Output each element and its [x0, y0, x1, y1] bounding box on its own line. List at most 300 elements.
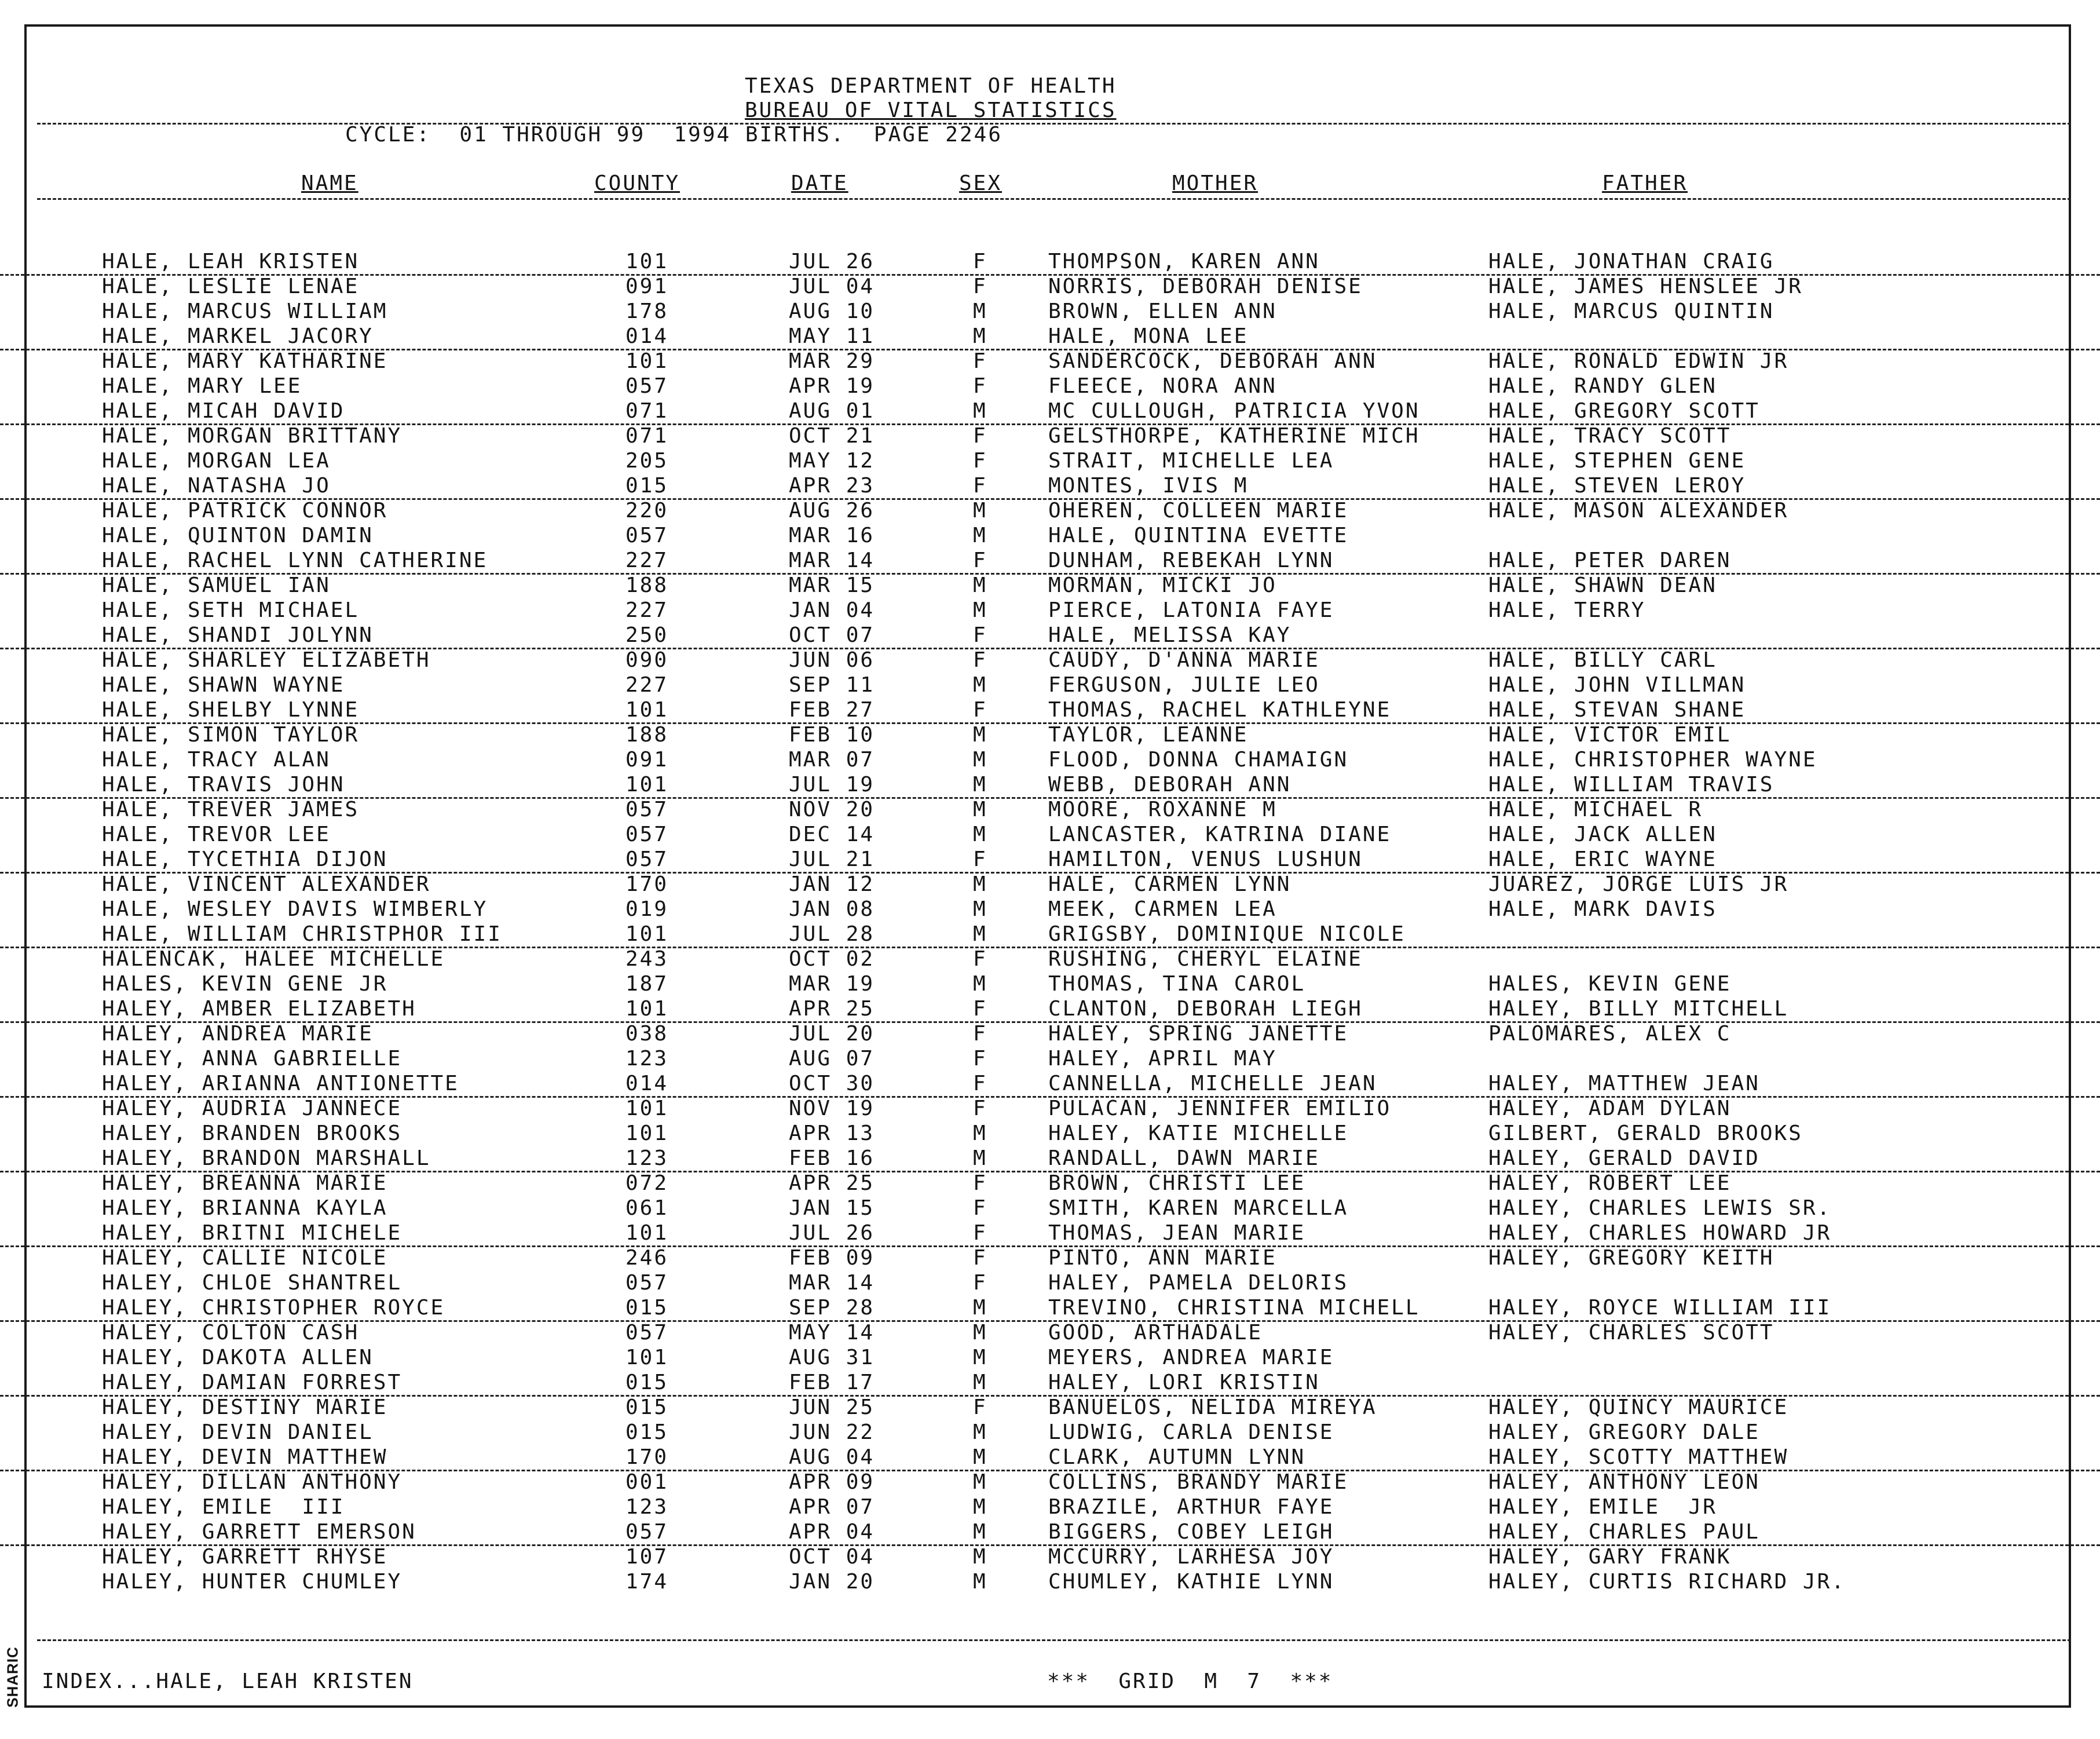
record-mother: BROWN, CHRISTI LEE	[1048, 1171, 1306, 1195]
record-mother: RUSHING, CHERYL ELAINE	[1048, 947, 1363, 971]
table-row	[0, 797, 2100, 822]
record-name: HALE, MARY LEE	[102, 374, 302, 398]
record-county: 101	[625, 349, 669, 373]
record-county: 057	[625, 823, 669, 846]
record-mother: PIERCE, LATONIA FAYE	[1048, 598, 1334, 622]
record-name: HALE, MARKEL JACORY	[102, 324, 374, 348]
record-county: 101	[625, 1121, 669, 1145]
record-name: HALE, MORGAN BRITTANY	[102, 424, 403, 448]
record-name: HALE, SHARLEY ELIZABETH	[102, 648, 431, 672]
record-name: HALE, MARY KATHARINE	[102, 349, 388, 373]
table-row	[0, 324, 2100, 350]
record-father: HALEY, CHARLES HOWARD JR	[1488, 1221, 1832, 1245]
record-mother: HALEY, KATIE MICHELLE	[1048, 1121, 1349, 1145]
record-sex: M	[973, 1570, 987, 1594]
record-sex: M	[973, 499, 987, 523]
record-date: JUL 26	[789, 250, 875, 273]
record-mother: BROWN, ELLEN ANN	[1048, 299, 1277, 323]
record-sex: F	[973, 623, 987, 647]
table-row	[0, 722, 2100, 747]
table-row	[0, 1295, 2100, 1322]
record-name: HALEY, DEVIN DANIEL	[102, 1420, 374, 1444]
table-row	[0, 498, 2100, 523]
record-name: HALEY, DEVIN MATTHEW	[102, 1445, 388, 1469]
record-sex: F	[973, 424, 987, 448]
record-father: HALE, BILLY CARL	[1488, 648, 1717, 672]
record-county: 220	[625, 499, 669, 523]
record-name: HALEY, DESTINY MARIE	[102, 1395, 388, 1419]
record-sex: F	[973, 847, 987, 871]
table-row	[0, 1245, 2100, 1270]
record-father: HALEY, CHARLES PAUL	[1488, 1520, 1760, 1544]
record-mother: BANUELOS, NELIDA MIREYA	[1048, 1395, 1377, 1419]
record-sex: F	[973, 1097, 987, 1120]
table-row	[0, 872, 2100, 897]
record-father: HALE, STEVAN SHANE	[1488, 698, 1746, 722]
table-row	[0, 1395, 2100, 1420]
record-name: HALE, PATRICK CONNOR	[102, 499, 388, 523]
index-line: INDEX...HALE, LEAH KRISTEN	[42, 1669, 414, 1693]
record-county: 227	[625, 549, 669, 572]
record-name: HALEY, CHLOE SHANTREL	[102, 1271, 403, 1295]
table-row	[0, 897, 2100, 922]
record-mother: FLEECE, NORA ANN	[1048, 374, 1277, 398]
record-date: FEB 09	[789, 1246, 875, 1270]
table-row	[0, 1146, 2100, 1172]
record-sex: M	[973, 798, 987, 821]
record-father: GILBERT, GERALD BROOKS	[1488, 1121, 1803, 1145]
record-county: 227	[625, 598, 669, 622]
record-mother: CANNELLA, MICHELLE JEAN	[1048, 1072, 1377, 1095]
record-name: HALEY, GARRETT RHYSE	[102, 1545, 388, 1569]
record-sex: F	[973, 1246, 987, 1270]
record-county: 243	[625, 947, 669, 971]
record-date: AUG 01	[789, 399, 875, 423]
record-name: HALE, LESLIE LENAE	[102, 275, 360, 298]
record-name: HALEY, BRANDON MARSHALL	[102, 1146, 431, 1170]
record-county: 091	[625, 275, 669, 298]
record-sex: F	[973, 1022, 987, 1046]
record-mother: MCCURRY, LARHESA JOY	[1048, 1545, 1334, 1569]
record-mother: GOOD, ARTHADALE	[1048, 1321, 1263, 1345]
record-mother: GRIGSBY, DOMINIQUE NICOLE	[1048, 922, 1406, 946]
record-county: 014	[625, 1072, 669, 1095]
record-county: 170	[625, 872, 669, 896]
table-row	[0, 548, 2100, 575]
record-date: JUL 20	[789, 1022, 875, 1046]
record-county: 101	[625, 922, 669, 946]
record-name: HALE, LEAH KRISTEN	[102, 250, 360, 273]
record-name: HALEY, DAMIAN FORREST	[102, 1371, 403, 1394]
record-name: HALEY, GARRETT EMERSON	[102, 1520, 416, 1544]
record-father: HALE, MICHAEL R	[1488, 798, 1703, 821]
record-mother: HALE, MONA LEE	[1048, 324, 1249, 348]
record-county: 015	[625, 474, 669, 498]
record-father: HALE, JONATHAN CRAIG	[1488, 250, 1775, 273]
record-county: 227	[625, 673, 669, 697]
record-date: AUG 04	[789, 1445, 875, 1469]
record-name: HALEY, BRIANNA KAYLA	[102, 1196, 388, 1220]
record-date: AUG 26	[789, 499, 875, 523]
record-father: HALEY, GREGORY KEITH	[1488, 1246, 1775, 1270]
record-sex: M	[973, 748, 987, 772]
record-mother: LUDWIG, CARLA DENISE	[1048, 1420, 1334, 1444]
record-date: MAY 12	[789, 449, 875, 473]
table-row	[0, 374, 2100, 399]
record-county: 188	[625, 723, 669, 747]
record-sex: M	[973, 972, 987, 996]
record-sex: M	[973, 723, 987, 747]
record-county: 178	[625, 299, 669, 323]
col-header-father: FATHER	[1602, 171, 1688, 195]
record-date: NOV 20	[789, 798, 875, 821]
record-sex: M	[973, 598, 987, 622]
record-date: FEB 27	[789, 698, 875, 722]
record-sex: M	[973, 524, 987, 547]
record-father: HALEY, ROYCE WILLIAM III	[1488, 1296, 1832, 1320]
record-mother: HALE, CARMEN LYNN	[1048, 872, 1292, 896]
record-name: HALE, VINCENT ALEXANDER	[102, 872, 431, 896]
record-father: HALEY, CHARLES SCOTT	[1488, 1321, 1775, 1345]
record-name: HALE, MORGAN LEA	[102, 449, 331, 473]
record-date: APR 23	[789, 474, 875, 498]
record-county: 101	[625, 773, 669, 797]
record-name: HALE, WILLIAM CHRISTPHOR III	[102, 922, 502, 946]
record-county: 091	[625, 748, 669, 772]
record-date: JUL 26	[789, 1221, 875, 1245]
table-row	[0, 349, 2100, 374]
table-row	[0, 1320, 2100, 1345]
record-mother: TAYLOR, LEANNE	[1048, 723, 1249, 747]
table-row	[0, 947, 2100, 971]
table-row	[0, 648, 2100, 673]
record-date: APR 13	[789, 1121, 875, 1145]
table-row	[0, 1495, 2100, 1519]
record-county: 057	[625, 1271, 669, 1295]
record-mother: CLANTON, DEBORAH LIEGH	[1048, 997, 1363, 1021]
record-county: 014	[625, 324, 669, 348]
record-father: HALE, RANDY GLEN	[1488, 374, 1717, 398]
table-row	[0, 1470, 2100, 1495]
record-name: HALE, SAMUEL IAN	[102, 573, 331, 597]
record-name: HALEY, BRANDEN BROOKS	[102, 1121, 403, 1145]
record-father: HALE, MARCUS QUINTIN	[1488, 299, 1775, 323]
table-row	[0, 598, 2100, 623]
table-row	[0, 448, 2100, 473]
record-name: HALEY, ANNA GABRIELLE	[102, 1047, 403, 1071]
record-mother: GELSTHORPE, KATHERINE MICH	[1048, 424, 1420, 448]
record-county: 246	[625, 1246, 669, 1270]
table-row	[0, 847, 2100, 874]
record-father: HALE, CHRISTOPHER WAYNE	[1488, 748, 1817, 772]
record-sex: F	[973, 374, 987, 398]
table-row	[0, 697, 2100, 724]
record-mother: FERGUSON, JULIE LEO	[1048, 673, 1320, 697]
record-date: APR 25	[789, 997, 875, 1021]
record-date: MAR 29	[789, 349, 875, 373]
record-date: DEC 14	[789, 823, 875, 846]
record-mother: MORMAN, MICKI JO	[1048, 573, 1277, 597]
record-father: HALE, JAMES HENSLEE JR	[1488, 275, 1803, 298]
record-mother: LANCASTER, KATRINA DIANE	[1048, 823, 1392, 846]
table-row	[0, 1171, 2100, 1196]
record-sex: F	[973, 275, 987, 298]
record-father: HALEY, ADAM DYLAN	[1488, 1097, 1732, 1120]
record-father: HALEY, BILLY MITCHELL	[1488, 997, 1789, 1021]
table-row	[0, 822, 2100, 847]
record-sex: F	[973, 997, 987, 1021]
table-row	[0, 1420, 2100, 1445]
record-sex: M	[973, 773, 987, 797]
record-sex: F	[973, 1271, 987, 1295]
record-mother: NORRIS, DEBORAH DENISE	[1048, 275, 1363, 298]
col-header-date: DATE	[791, 171, 848, 195]
table-row	[0, 922, 2100, 948]
record-father: HALEY, QUINCY MAURICE	[1488, 1395, 1789, 1419]
record-father: HALEY, CHARLES LEWIS SR.	[1488, 1196, 1832, 1220]
record-sex: M	[973, 1445, 987, 1469]
table-row	[0, 673, 2100, 697]
record-sex: M	[973, 399, 987, 423]
record-sex: M	[973, 573, 987, 597]
record-date: JUN 22	[789, 1420, 875, 1444]
record-father: JUAREZ, JORGE LUIS JR	[1488, 872, 1789, 896]
record-father: HALEY, GARY FRANK	[1488, 1545, 1732, 1569]
record-county: 250	[625, 623, 669, 647]
record-father: HALEY, MATTHEW JEAN	[1488, 1072, 1760, 1095]
record-father: HALEY, CURTIS RICHARD JR.	[1488, 1570, 1846, 1594]
record-name: HALEY, COLTON CASH	[102, 1321, 360, 1345]
record-name: HALES, KEVIN GENE JR	[102, 972, 388, 996]
record-county: 188	[625, 573, 669, 597]
record-sex: F	[973, 349, 987, 373]
record-mother: PINTO, ANN MARIE	[1048, 1246, 1277, 1270]
record-date: JAN 15	[789, 1196, 875, 1220]
table-row	[0, 274, 2100, 299]
record-date: FEB 17	[789, 1371, 875, 1394]
record-county: 015	[625, 1395, 669, 1419]
record-mother: THOMAS, RACHEL KATHLEYNE	[1048, 698, 1392, 722]
record-county: 101	[625, 698, 669, 722]
record-date: JAN 20	[789, 1570, 875, 1594]
record-date: JUL 19	[789, 773, 875, 797]
record-mother: PULACAN, JENNIFER EMILIO	[1048, 1097, 1392, 1120]
table-row	[0, 1121, 2100, 1146]
record-name: HALEY, DILLAN ANTHONY	[102, 1470, 403, 1494]
record-mother: COLLINS, BRANDY MARIE	[1048, 1470, 1349, 1494]
record-sex: M	[973, 1420, 987, 1444]
record-sex: M	[973, 299, 987, 323]
footer-rule	[37, 1639, 2071, 1641]
table-row	[0, 423, 2100, 448]
agency-title: TEXAS DEPARTMENT OF HEALTH	[745, 74, 1117, 98]
record-name: HALEY, EMILE III	[102, 1495, 345, 1519]
record-mother: STRAIT, MICHELLE LEA	[1048, 449, 1334, 473]
record-date: APR 19	[789, 374, 875, 398]
record-sex: F	[973, 474, 987, 498]
record-county: 057	[625, 524, 669, 547]
record-mother: MONTES, IVIS M	[1048, 474, 1249, 498]
record-father: HALEY, GREGORY DALE	[1488, 1420, 1760, 1444]
record-date: SEP 28	[789, 1296, 875, 1320]
record-name: HALEY, ANDREA MARIE	[102, 1022, 374, 1046]
record-county: 057	[625, 798, 669, 821]
record-name: HALE, QUINTON DAMIN	[102, 524, 374, 547]
record-name: HALEY, AMBER ELIZABETH	[102, 997, 416, 1021]
record-father: HALEY, ANTHONY LEON	[1488, 1470, 1760, 1494]
record-name: HALE, MARCUS WILLIAM	[102, 299, 388, 323]
record-date: MAR 15	[789, 573, 875, 597]
record-county: 101	[625, 1346, 669, 1369]
record-mother: HAMILTON, VENUS LUSHUN	[1048, 847, 1363, 871]
record-county: 057	[625, 1321, 669, 1345]
table-row	[0, 299, 2100, 324]
record-name: HALE, RACHEL LYNN CATHERINE	[102, 549, 488, 572]
cycle-line: CYCLE: 01 THROUGH 99 1994 BIRTHS. PAGE 2246	[345, 123, 1003, 147]
table-row	[0, 399, 2100, 425]
record-sex: M	[973, 897, 987, 921]
record-mother: OHEREN, COLLEEN MARIE	[1048, 499, 1349, 523]
record-county: 107	[625, 1545, 669, 1569]
record-father: HALEY, SCOTTY MATTHEW	[1488, 1445, 1789, 1469]
table-row	[0, 1096, 2100, 1121]
table-row	[0, 1270, 2100, 1295]
record-county: 205	[625, 449, 669, 473]
record-date: JUL 04	[789, 275, 875, 298]
record-mother: DUNHAM, REBEKAH LYNN	[1048, 549, 1334, 572]
record-date: SEP 11	[789, 673, 875, 697]
table-row	[0, 996, 2100, 1023]
record-date: JAN 08	[789, 897, 875, 921]
col-header-sex: SEX	[959, 171, 1003, 195]
table-row	[0, 623, 2100, 649]
table-row	[0, 1196, 2100, 1221]
record-name: HALE, TYCETHIA DIJON	[102, 847, 388, 871]
table-row	[0, 1345, 2100, 1370]
record-father: HALE, JOHN VILLMAN	[1488, 673, 1746, 697]
record-mother: MOORE, ROXANNE M	[1048, 798, 1277, 821]
record-name: HALE, TREVOR LEE	[102, 823, 331, 846]
bureau-title: BUREAU OF VITAL STATISTICS	[745, 98, 1117, 122]
record-sex: M	[973, 872, 987, 896]
record-father: HALE, ERIC WAYNE	[1488, 847, 1717, 871]
record-sex: F	[973, 1047, 987, 1071]
record-father: HALE, VICTOR EMIL	[1488, 723, 1732, 747]
record-mother: THOMPSON, KAREN ANN	[1048, 250, 1320, 273]
record-father: HALES, KEVIN GENE	[1488, 972, 1732, 996]
record-father: HALE, MARK DAVIS	[1488, 897, 1717, 921]
record-date: MAY 11	[789, 324, 875, 348]
record-father: HALEY, EMILE JR	[1488, 1495, 1717, 1519]
record-name: HALE, TREVER JAMES	[102, 798, 360, 821]
record-mother: HALE, MELISSA KAY	[1048, 623, 1292, 647]
record-mother: BRAZILE, ARTHUR FAYE	[1048, 1495, 1334, 1519]
record-father: HALE, TERRY	[1488, 598, 1646, 622]
record-name: HALE, SHANDI JOLYNN	[102, 623, 374, 647]
record-sex: M	[973, 673, 987, 697]
record-county: 057	[625, 847, 669, 871]
record-sex: M	[973, 1545, 987, 1569]
record-mother: HALEY, SPRING JANETTE	[1048, 1022, 1349, 1046]
record-father: HALEY, GERALD DAVID	[1488, 1146, 1760, 1170]
record-mother: TREVINO, CHRISTINA MICHELL	[1048, 1296, 1420, 1320]
record-sex: F	[973, 648, 987, 672]
record-date: MAR 07	[789, 748, 875, 772]
table-row	[0, 747, 2100, 772]
table-row	[0, 523, 2100, 548]
record-name: HALEY, DAKOTA ALLEN	[102, 1346, 374, 1369]
table-row	[0, 971, 2100, 996]
record-date: OCT 04	[789, 1545, 875, 1569]
record-date: AUG 31	[789, 1346, 875, 1369]
record-mother: WEBB, DEBORAH ANN	[1048, 773, 1292, 797]
record-county: 072	[625, 1171, 669, 1195]
record-date: APR 09	[789, 1470, 875, 1494]
col-header-mother: MOTHER	[1172, 171, 1258, 195]
record-sex: M	[973, 922, 987, 946]
record-date: AUG 10	[789, 299, 875, 323]
table-row	[0, 573, 2100, 598]
table-row	[0, 1071, 2100, 1098]
record-date: JUL 21	[789, 847, 875, 871]
record-mother: HALEY, LORI KRISTIN	[1048, 1371, 1320, 1394]
record-date: FEB 16	[789, 1146, 875, 1170]
col-header-name: NAME	[301, 171, 358, 195]
record-sex: M	[973, 1121, 987, 1145]
record-sex: M	[973, 1470, 987, 1494]
record-mother: MEEK, CARMEN LEA	[1048, 897, 1277, 921]
record-date: OCT 21	[789, 424, 875, 448]
record-date: APR 25	[789, 1171, 875, 1195]
record-sex: F	[973, 1072, 987, 1095]
record-sex: M	[973, 324, 987, 348]
record-mother: SANDERCOCK, DEBORAH ANN	[1048, 349, 1377, 373]
record-date: MAR 16	[789, 524, 875, 547]
record-father: HALE, JACK ALLEN	[1488, 823, 1717, 846]
record-date: FEB 10	[789, 723, 875, 747]
record-sex: F	[973, 449, 987, 473]
record-county: 123	[625, 1047, 669, 1071]
record-date: MAR 19	[789, 972, 875, 996]
record-father: HALE, STEVEN LEROY	[1488, 474, 1746, 498]
record-mother: HALEY, APRIL MAY	[1048, 1047, 1277, 1071]
record-name: HALE, SETH MICHAEL	[102, 598, 360, 622]
record-mother: HALE, QUINTINA EVETTE	[1048, 524, 1349, 547]
record-mother: MC CULLOUGH, PATRICIA YVON	[1048, 399, 1420, 423]
record-date: AUG 07	[789, 1047, 875, 1071]
record-county: 123	[625, 1146, 669, 1170]
table-row	[0, 1370, 2100, 1397]
record-mother: HALEY, PAMELA DELORIS	[1048, 1271, 1349, 1295]
record-county: 015	[625, 1296, 669, 1320]
table-row	[0, 1445, 2100, 1471]
record-mother: BIGGERS, COBEY LEIGH	[1048, 1520, 1334, 1544]
record-mother: MEYERS, ANDREA MARIE	[1048, 1346, 1334, 1369]
table-row	[0, 1569, 2100, 1594]
record-father: HALE, RONALD EDWIN JR	[1488, 349, 1789, 373]
record-county: 057	[625, 1520, 669, 1544]
record-name: HALE, MICAH DAVID	[102, 399, 345, 423]
table-row	[0, 1046, 2100, 1071]
record-date: MAR 14	[789, 549, 875, 572]
record-father: HALE, PETER DAREN	[1488, 549, 1732, 572]
record-sex: F	[973, 1221, 987, 1245]
col-header-county: COUNTY	[594, 171, 681, 195]
table-row	[0, 473, 2100, 500]
record-father: HALE, MASON ALEXANDER	[1488, 499, 1789, 523]
record-name: HALEY, HUNTER CHUMLEY	[102, 1570, 403, 1594]
record-date: NOV 19	[789, 1097, 875, 1120]
